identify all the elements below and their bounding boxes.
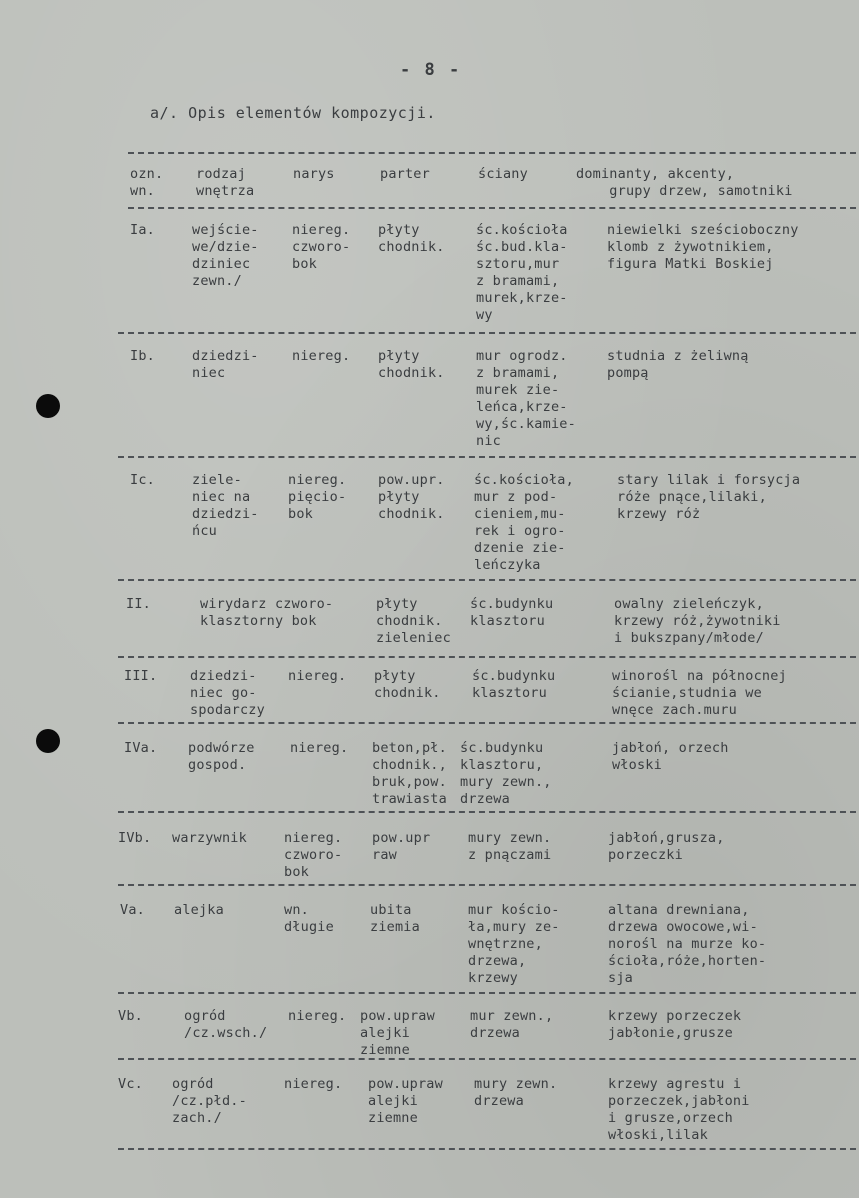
row-vb-rodzaj: ogród /cz.wsch./ <box>184 1008 268 1041</box>
row-va-narys: wn. długie <box>284 902 334 935</box>
row-iii-dominanty: winorośl na północnej ścianie,studnia we wnęce zach.muru <box>612 668 787 718</box>
row-ic-ozn: Ic. <box>130 472 155 488</box>
row-ib-narys: niereg. <box>292 348 351 364</box>
row-iii-parter: płyty chodnik. <box>374 668 441 701</box>
page-number: - 8 - <box>400 60 462 80</box>
table-bottom-rule <box>118 1148 856 1150</box>
header-narys: narys <box>293 166 335 182</box>
row-ia-sciany: śc.kościoła śc.bud.kla- sztoru,mur z bramami, murek,krze- wy <box>476 222 568 323</box>
row-ia-parter: płyty chodnik. <box>378 222 445 255</box>
row-va-sciany: mur kościo- ła,mury ze- wnętrzne, drzewa, krzewy <box>468 902 560 986</box>
row-ivb-sciany: mury zewn. z pnączami <box>468 830 552 863</box>
row-ib-sciany: mur ogrodz. z bramami, murek zie- leńca,krze- wy,śc.kamie- nic <box>476 348 576 449</box>
row-ivb-dominanty: jabłoń,grusza, porzeczki <box>608 830 725 863</box>
row-vb-sciany: mur zewn., drzewa <box>470 1008 554 1041</box>
row-vb-narys: niereg. <box>288 1008 347 1024</box>
row-va-parter: ubita ziemia <box>370 902 420 935</box>
row-ii-ozn: II. <box>126 596 151 612</box>
row-vc-ozn: Vc. <box>118 1076 143 1092</box>
row-ii-sciany: śc.budynku klasztoru <box>470 596 554 629</box>
row-va-ozn: Va. <box>120 902 145 918</box>
row-ii-parter: płyty chodnik. zieleniec <box>376 596 451 646</box>
row-vc-narys: niereg. <box>284 1076 343 1092</box>
row-vc-dominanty: krzewy agrestu i porzeczek,jabłoni i grusze,orzech włoski,lilak <box>608 1076 750 1143</box>
row-rule <box>118 332 856 334</box>
row-vc-parter: pow.upraw alejki ziemne <box>368 1076 443 1126</box>
row-rule <box>118 722 856 724</box>
header-dominanty: dominanty, akcenty, grupy drzew, samotniki <box>576 166 793 199</box>
row-iva-ozn: IVa. <box>124 740 158 756</box>
row-iii-narys: niereg. <box>288 668 347 684</box>
header-ozn: ozn. wn. <box>130 166 164 199</box>
row-iva-sciany: śc.budynku klasztoru, mury zewn., drzewa <box>460 740 552 807</box>
row-ic-sciany: śc.kościoła, mur z pod- cieniem,mu- rek i ogro- dzenie zie- leńczyka <box>474 472 574 573</box>
row-vc-sciany: mury zewn. drzewa <box>474 1076 558 1109</box>
row-ia-narys: niereg. czworo- bok <box>292 222 351 272</box>
table-top-rule <box>128 152 856 154</box>
header-sciany: ściany <box>478 166 528 182</box>
row-ib-rodzaj: dziedzi- niec <box>192 348 259 381</box>
header-bottom-rule <box>128 207 856 209</box>
row-iva-parter: beton,pł. chodnik., bruk,pow. trawiasta <box>372 740 447 807</box>
row-ia-ozn: Ia. <box>130 222 155 238</box>
row-ib-ozn: Ib. <box>130 348 155 364</box>
row-rule <box>118 456 856 458</box>
row-ii-rodzaj: wirydarz czworo- klasztorny bok <box>200 596 334 629</box>
row-ia-dominanty: niewielki sześcioboczny klomb z żywotnikiem, figura Matki Boskiej <box>607 222 799 272</box>
row-ic-narys: niereg. pięcio- bok <box>288 472 347 522</box>
row-ib-parter: płyty chodnik. <box>378 348 445 381</box>
section-title: a/. Opis elementów kompozycji. <box>150 104 436 122</box>
row-ii-dominanty: owalny zieleńczyk, krzewy róż,żywotniki i bukszpany/młode/ <box>614 596 781 646</box>
row-ivb-parter: pow.upr raw <box>372 830 431 863</box>
row-rule <box>118 992 856 994</box>
row-va-rodzaj: alejka <box>174 902 224 918</box>
row-rule <box>118 656 856 658</box>
row-va-dominanty: altana drewniana, drzewa owocowe,wi- norośl na murze ko- ścioła,róże,horten- sja <box>608 902 767 986</box>
row-vb-dominanty: krzewy porzeczek jabłonie,grusze <box>608 1008 742 1041</box>
row-ivb-rodzaj: warzywnik <box>172 830 247 846</box>
header-rodzaj: rodzaj wnętrza <box>196 166 255 199</box>
punch-hole-bottom <box>36 729 60 753</box>
row-ic-dominanty: stary lilak i forsycja róże pnące,lilaki, krzewy róż <box>617 472 801 522</box>
row-rule <box>118 811 856 813</box>
row-iii-ozn: III. <box>124 668 158 684</box>
row-rule <box>118 1058 856 1060</box>
row-iii-rodzaj: dziedzi- niec go- spodarczy <box>190 668 265 718</box>
row-iva-dominanty: jabłoń, orzech włoski <box>612 740 729 773</box>
row-vc-rodzaj: ogród /cz.płd.- zach./ <box>172 1076 247 1126</box>
row-rule <box>118 579 856 581</box>
row-vb-parter: pow.upraw alejki ziemne <box>360 1008 435 1058</box>
row-iva-narys: niereg. <box>290 740 349 756</box>
row-iii-sciany: śc.budynku klasztoru <box>472 668 556 701</box>
header-parter: parter <box>380 166 430 182</box>
row-vb-ozn: Vb. <box>118 1008 143 1024</box>
row-rule <box>118 884 856 886</box>
row-ic-rodzaj: ziele- niec na dziedzi- ńcu <box>192 472 259 539</box>
row-ib-dominanty: studnia z żeliwną pompą <box>607 348 749 381</box>
row-ia-rodzaj: wejście- we/dzie- dziniec zewn./ <box>192 222 259 289</box>
row-iva-rodzaj: podwórze gospod. <box>188 740 255 773</box>
row-ivb-ozn: IVb. <box>118 830 152 846</box>
punch-hole-top <box>36 394 60 418</box>
row-ic-parter: pow.upr. płyty chodnik. <box>378 472 445 522</box>
row-ivb-narys: niereg. czworo- bok <box>284 830 343 880</box>
